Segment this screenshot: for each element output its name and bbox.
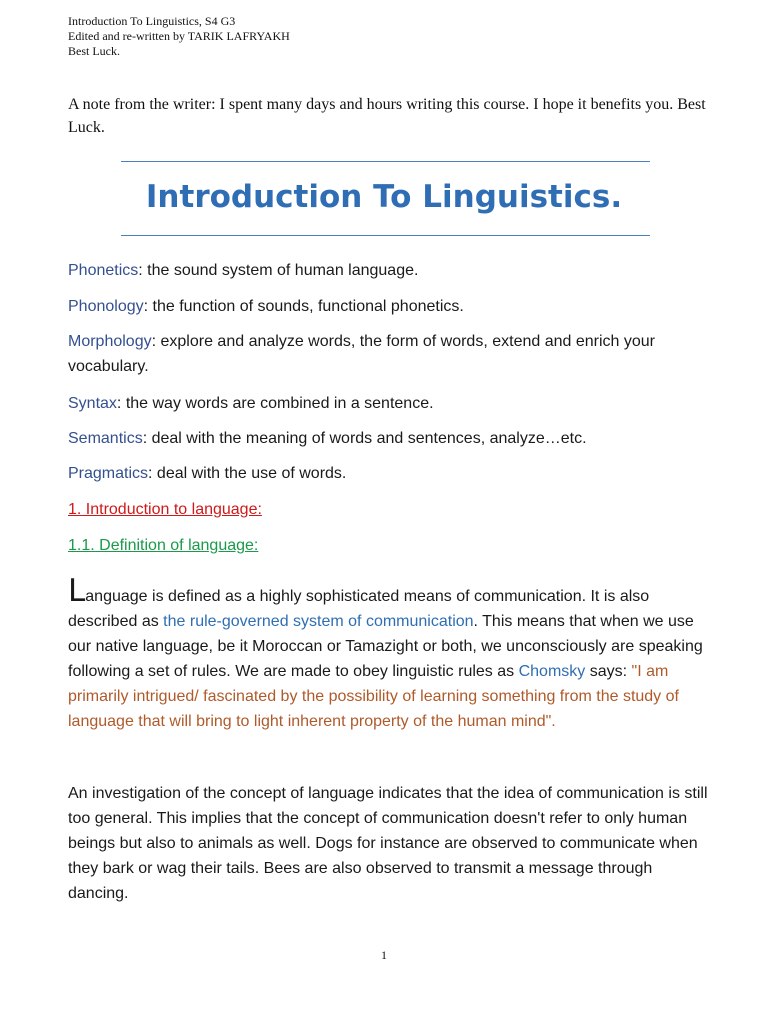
definition-semantics [68, 426, 708, 451]
section-heading-text: 1.1. Definition of language: [68, 537, 259, 554]
definition-text: : the way words are combined in a sentence. [116, 395, 434, 412]
header-wish-line: Best Luck. [68, 44, 120, 58]
definition-text: : deal with the meaning of words and sentences, analyze…etc. [142, 430, 587, 447]
paragraph-text: says: [585, 663, 632, 680]
header-author-line: Edited and re-written by TARIK LAFRYAKH [68, 29, 290, 43]
chomsky-name: Chomsky [518, 663, 586, 680]
definition-text: : explore and analyze words, the form of words, extend and enrich your vocabulary. [68, 333, 655, 375]
paragraph-communication: An investigation of the concept of language indicates that the idea of communication is still too general. This implies that the concept of communication doesn't refer to only human beings but also to animals as well. Dogs for instance are observed to communicate when they bark or wag their tails. Bees are also observed to transmit a message through dancing. [68, 785, 708, 902]
page-number: 1 [381, 948, 387, 962]
section-heading-definition [68, 533, 708, 558]
paragraph-text: anguage is defined as a highly sophisticated means of communication. It is also described as [68, 588, 650, 630]
definition-term: Syntax [68, 395, 117, 412]
writer-note: A note from the writer: I spent many days and hours writing this course. I hope it benefits you. Best Luck. [68, 96, 706, 136]
paragraph-text: . This means that when we use our native language, be it Moroccan or Tamazight or both, we unconsciously are speaking following a set of rules. We are made to obey linguistic rules as [68, 613, 703, 680]
document-header [68, 14, 290, 59]
drop-cap: L [68, 573, 86, 609]
definition-term: Pragmatics [68, 465, 149, 482]
section-heading-introduction [68, 497, 708, 522]
definition-phonetics [68, 258, 708, 283]
definition-term: Phonetics [68, 262, 139, 279]
definition-syntax [68, 391, 708, 416]
definition-morphology [68, 329, 708, 379]
header-course-line: Introduction To Linguistics, S4 G3 [68, 14, 236, 28]
definition-text: : deal with the use of words. [148, 465, 347, 482]
definition-pragmatics [68, 461, 708, 486]
section-heading-text: 1. Introduction to language: [68, 501, 262, 518]
page-title: Introduction To Linguistics. [145, 179, 623, 215]
definition-term: Semantics [68, 430, 143, 447]
definition-phonology [68, 294, 708, 319]
definition-term: Phonology [68, 298, 144, 315]
chomsky-quote: "I am primarily intrigued/ fascinated by the possibility of learning something from the study of language that will bring to light inherent property of the human mind". [68, 663, 679, 730]
highlighted-phrase: the rule-governed system of communication [163, 613, 474, 630]
title-top-rule [121, 161, 650, 162]
title-bottom-rule [121, 235, 650, 236]
definition-term: Morphology [68, 333, 152, 350]
paragraph-language-definition [68, 573, 708, 734]
definition-text: : the sound system of human language. [138, 262, 419, 279]
definition-text: : the function of sounds, functional phonetics. [143, 298, 464, 315]
